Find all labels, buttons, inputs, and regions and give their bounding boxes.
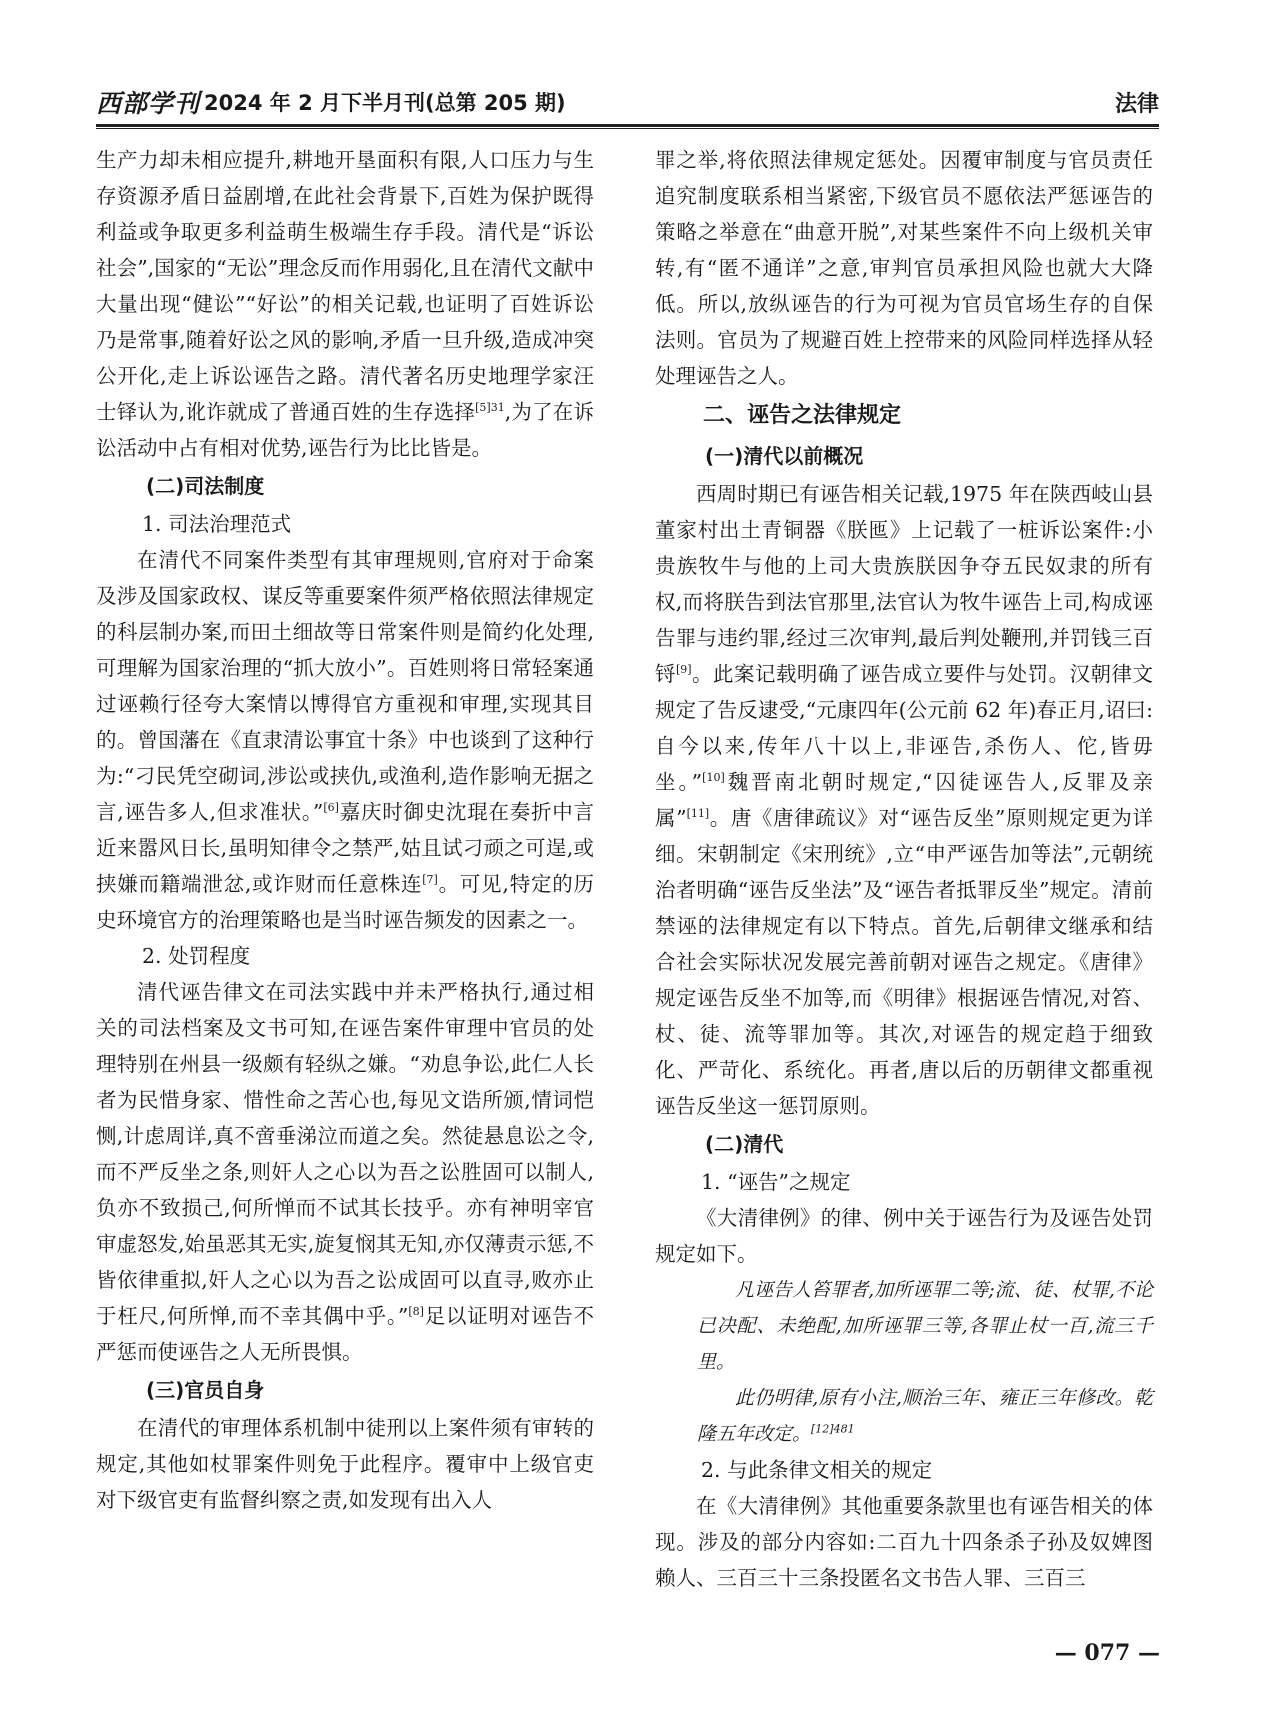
- paragraph: 《大清律例》的律、例中关于诬告行为及诬告处罚规定如下。: [655, 1206, 1153, 1266]
- paragraph: 清代诬告律文在司法实践中并未严格执行,通过相关的司法档案及文书可知,在诬告案件审理中官员的处理特别在州县一级颇有轻纵之嫌。“劝息争讼,此仁人长者为民惜身家、惜性命之苦心也,每见文诰所颁,情词恺恻,计虑周详,真不啻垂涕泣而道之矣。然徒悬息讼之令,而不严反坐之条,则奸人之心以为吾之讼胜固可以制人,负亦不致损己,何所惮而不试其长技乎。亦有神明宰官审虚怒发,始虽恶其无实,旋复悯其无知,亦仅薄责示惩,不皆依律重拟,奸人之心以为吾之讼成固可以直寻,败亦止于枉尺,何所惮,而不幸其偶中乎。”[8]足以证明对诬告不严惩而使诬告之人无所畏惧。: [96, 980, 594, 1364]
- section-title: 法律: [1114, 91, 1159, 117]
- paragraph: 在清代不同案件类型有其审理规则,官府对于命案及涉及国家政权、谋反等重要案件须严格依照法律规定的科层制办案,而田土细故等日常案件则是简约化处理,可理解为国家治理的“抓大放小”。百姓则将日常轻案通过诬赖行径夸大案情以博得官方重视和审理,实现其目的。曾国藩在《直隶清讼事宜十条》中也谈到了这种行为:“刁民凭空砌词,涉讼或挟仇,或渔利,造作影响无据之言,诬告多人,但求准状。”[6]嘉庆时御史沈琨在奏折中言近来嚣风日长,虽明知律令之禁严,姑且试刁顽之可逞,或挟嫌而籍端泄忿,或诈财而任意株连[7]。可见,特定的历史环境官方的治理策略也是当时诬告频发的因素之一。: [96, 548, 595, 932]
- paragraph: 生产力却未相应提升,耕地开垦面积有限,人口压力与生存资源矛盾日益剧增,在此社会背景下,百姓为保护既得利益或争取更多利益萌生极端生存手段。清代是“诉讼社会”,国家的“无讼”理念反而作用弱化,且在清代文献中大量出现“健讼”“好讼”的相关记载,也证明了百姓诉讼乃是常事,随着好讼之风的影响,矛盾一旦升级,造成冲突公开化,走上诉讼诬告之路。清代著名历史地理学家汪士铎认为,讹诈就成了普通百姓的生存选择$^{[5]31}$,为了在诉讼活动中占有相对优势,诬告行为比比皆是。: [96, 148, 594, 460]
- sub-subsection-heading: 2. 与此条律文相关的规定: [701, 1458, 933, 1482]
- page-header: [96, 84, 1159, 120]
- paragraph: 罪之举,将依照法律规定惩处。因覆审制度与官员责任追究制度联系相当紧密,下级官员不愿依法严惩诬告的策略之举意在“曲意开脱”,对某些案件不向上级机关审转,有“匿不通详”之意,审判官员承担风险也就大大降低。所以,放纵诬告的行为可视为官员官场生存的自保法则。官员为了规避百姓上控带来的风险同样选择从轻处理诬告之人。: [655, 148, 1153, 388]
- sub-subsection-heading: 1. 司法治理范式: [142, 512, 292, 536]
- subsection-heading: (二)司法制度: [146, 474, 265, 498]
- paragraph: 西周时期已有诬告相关记载,1975 年在陕西岐山县董家村出土青铜器《朕匜》上记载了一桩诉讼案件:小贵族牧牛与他的上司大贵族朕因争夺五民奴隶的所有权,而将朕告到法官那里,法官认为牧牛诬告上司,构成诬告罪与违约罪,经过三次审判,最后判处鞭刑,并罚钱三百锊[9]。此案记载明确了诬告成立要件与处罚。汉朝律文规定了告反逮受,“元康四年(公元前 62 年)春正月,诏曰:自今以来,传年八十以上,非诬告,杀伤人、佗,皆毋坐。”[10]魏晋南北朝时规定,“囚徒诬告人,反罪及亲属”[11]。唐《唐律疏议》对“诬告反坐”原则规定更为详细。宋朝制定《宋刑统》,立“申严诬告加等法”,元朝统治者明确“诬告反坐法”及“诬告者抵罪反坐”规定。清前禁诬的法律规定有以下特点。首先,后朝律文继承和结合社会实际状况发展完善前朝对诬告之规定。《唐律》规定诬告反坐不加等,而《明律》根据诬告情况,对笞、杖、徒、流等罪加等。其次,对诬告的规定趋于细致化、严苛化、系统化。再者,唐以后的历朝律文都重视诬告反坐这一惩罚原则。: [655, 482, 1154, 1118]
- sub-subsection-heading: 1. “诬告”之规定: [701, 1170, 851, 1194]
- left-column: [96, 142, 594, 1518]
- right-column: [655, 142, 1153, 1596]
- page-number: — 077 —: [1054, 1640, 1160, 1666]
- block-quote: 凡诬告人笞罪者,加所诬罪二等;流、徒、杖罪,不论已决配、未绝配,加所诬罪三等,各罪止杖一百,流三千里。: [697, 1279, 1153, 1373]
- subsection-heading: (一)清代以前概况: [705, 444, 864, 468]
- header-left: [96, 84, 566, 120]
- section-heading: 二、诬告之法律规定: [703, 403, 902, 428]
- block-quote: 此仍明律,原有小注,顺治三年、雍正三年修改。乾隆五年改定。$^{[12]481}$: [697, 1387, 1153, 1445]
- sub-subsection-heading: 2. 处罚程度: [142, 944, 251, 968]
- journal-logo: 西部学刊: [96, 89, 201, 118]
- paragraph: 在清代的审理体系机制中徒刑以上案件须有审转的规定,其他如杖罪案件则免于此程序。覆审中上级官吏对下级官吏有监督纠察之责,如发现有出入人: [96, 1416, 594, 1512]
- paragraph: 在《大清律例》其他重要条款里也有诬告相关的体现。涉及的部分内容如:二百九十四条杀子孙及奴婢图赖人、三百三十三条投匿名文书告人罪、三百三: [655, 1494, 1153, 1590]
- header-rule-thin: [96, 128, 1159, 129]
- subsection-heading: (三)官员自身: [146, 1378, 265, 1402]
- subsection-heading: (二)清代: [705, 1132, 784, 1156]
- header-rule: [96, 124, 1159, 127]
- issue-info: 2024 年 2 月下半月刊(总第 205 期): [204, 91, 566, 115]
